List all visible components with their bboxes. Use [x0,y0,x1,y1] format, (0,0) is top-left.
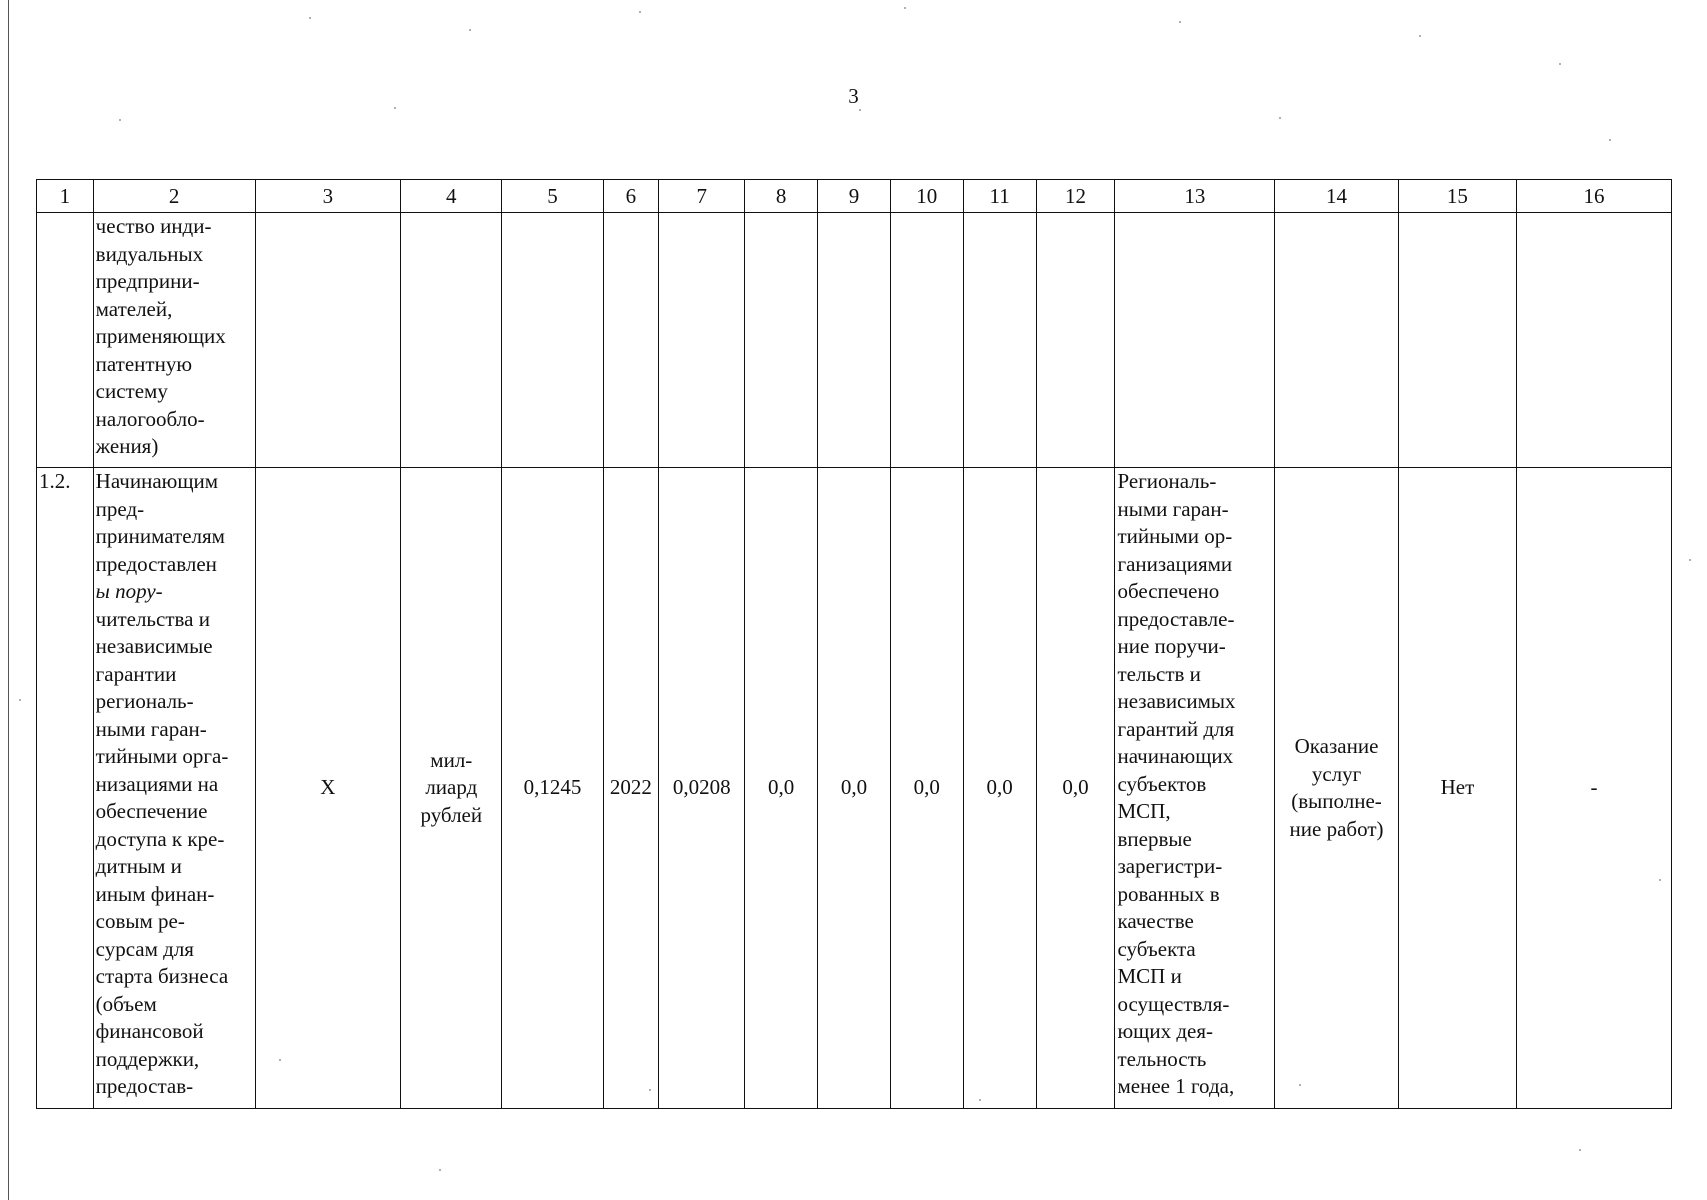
column-number-cell: 16 [1517,180,1672,213]
column-number-cell: 5 [502,180,603,213]
column-number-cell: 10 [890,180,963,213]
table-cell [1275,213,1398,468]
result-description-cell: Региональ- ными гаран- тийными ор- ганизациями обеспечено предоставле- ние поручи- тельств и независимых гарантий для начинающих субъектов МСП, впервые зарегистри- рованных в качестве субъекта МСП и осуществля- ющих дея- тельность менее 1 года, [1115,468,1275,1109]
result-type-cell: Оказание услуг (выполне- ние работ) [1275,468,1398,1109]
unit-cell: мил- лиард рублей [401,468,502,1109]
indicator-table [36,179,1672,1109]
column-number-cell: 8 [745,180,818,213]
scan-margin-line [8,0,9,1200]
table-cell [255,213,401,468]
indicator-name-cell [93,468,255,1109]
table-cell [818,213,891,468]
flag-cell: Нет [1398,468,1516,1109]
table-cell [37,213,94,468]
table-cell [502,213,603,468]
value-cell: 0,0 [818,468,891,1109]
column-number-cell: 7 [659,180,745,213]
column-number-cell: 6 [603,180,659,213]
table-cell [745,213,818,468]
value-cell: 0,0 [890,468,963,1109]
value-cell: 0,0 [1036,468,1115,1109]
column-number-cell: 11 [963,180,1036,213]
table-cell [401,213,502,468]
base-year-cell: 2022 [603,468,659,1109]
table-cell [1115,213,1275,468]
indicator-name-part: Начинающим пред- принимателям предоставлен [95,469,225,576]
column-number-cell: 13 [1115,180,1275,213]
column-number-header-row [37,180,1672,213]
indicator-name-part: ы пору- [95,579,163,603]
table-row-1-2 [37,468,1672,1109]
indicator-name-continuation: чество инди- видуальных предприни- мателей, применяющих патентную систему налогообло- жения) [93,213,255,468]
table-cell [603,213,659,468]
column-number-cell: 14 [1275,180,1398,213]
base-value-cell: 0,1245 [502,468,603,1109]
value-cell: 0,0208 [659,468,745,1109]
table-cell [1036,213,1115,468]
level-cell: X [255,468,401,1109]
value-cell: 0,0 [745,468,818,1109]
table-row-continuation [37,213,1672,468]
column-number-cell: 9 [818,180,891,213]
page-number: 3 [848,84,859,108]
indicator-table-container [36,179,1672,1109]
table-cell [890,213,963,468]
indicator-name-part: чительства и независимые гарантии региональ- ными гаран- тийными орга- низациями на обеспечение доступа к кре- дитным и иным финан- совым ре- сурсам для старта бизнеса (объем финансовой поддержки, предостав- [95,606,229,1098]
column-number-cell: 12 [1036,180,1115,213]
value-cell: 0,0 [963,468,1036,1109]
column-number-cell: 4 [401,180,502,213]
column-number-cell: 3 [255,180,401,213]
table-cell [1398,213,1516,468]
column-number-cell: 2 [93,180,255,213]
table-cell [659,213,745,468]
table-cell [963,213,1036,468]
column-number-cell: 15 [1398,180,1516,213]
column-number-cell: 1 [37,180,94,213]
table-cell [1517,213,1672,468]
row-number-cell: 1.2. [37,468,94,1109]
note-cell: - [1517,468,1672,1109]
